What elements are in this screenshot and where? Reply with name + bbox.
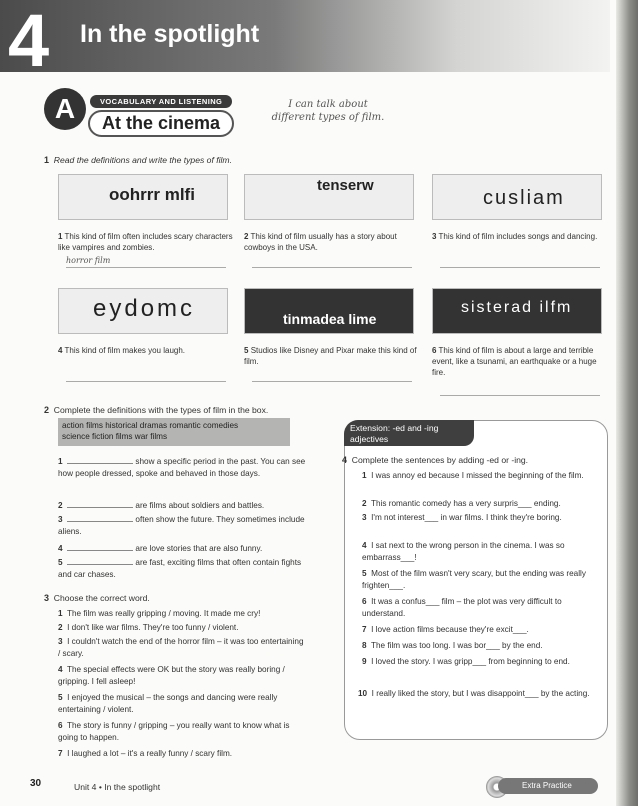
ex1-item-5: 5 Studios like Disney and Pixar make this kind of film. [244, 346, 417, 366]
ex4-item-8[interactable]: 8 The film was too long. I was bor___ by the end. [362, 641, 543, 650]
ex2-heading: 2 Complete the definitions with the types of film in the box. [44, 405, 269, 415]
answer-line[interactable] [252, 381, 412, 382]
ex2-item-2: 2 are films about soldiers and battles. [58, 501, 265, 510]
ex3-item-2[interactable]: 2 I don't like war films. They're too funny / violent. [58, 623, 239, 632]
answer-line [66, 267, 226, 268]
ex4-item-7[interactable]: 7 I love action films because they're excit___. [362, 625, 529, 634]
ex4-heading: 4 Complete the sentences by adding -ed or -ing. [342, 455, 529, 465]
ex3-item-6[interactable]: 6 The story is funny / gripping – you really want to know what is going to happen. [58, 721, 290, 742]
ex3-item-7[interactable]: 7 I laughed a lot – it's a really funny / scary film. [58, 749, 233, 758]
film-picture-6: sisterad ilfm [432, 288, 602, 334]
ex3-heading: 3 Choose the correct word. [44, 593, 150, 603]
answer-line[interactable] [66, 381, 226, 382]
unit-title: In the spotlight [80, 20, 260, 48]
ex2-item-5: 5 are fast, exciting films that often contain fights and car chases. [58, 558, 302, 579]
ex1-item-6: 6 This kind of film is about a large and terrible event, like a tsunami, an earthquake or a huge fire. [432, 346, 597, 377]
film-picture-1: oohrrr mlfi [58, 174, 228, 220]
page-edge [616, 0, 638, 806]
answer-blank[interactable] [67, 463, 133, 464]
extra-practice-label[interactable]: Extra Practice [498, 778, 598, 794]
section-tag: VOCABULARY AND LISTENING [90, 95, 232, 108]
ex1-item-3: 3 This kind of film includes songs and dancing. [432, 232, 598, 241]
answer-blank[interactable] [67, 507, 133, 508]
ex4-item-4[interactable]: 4 I sat next to the wrong person in the cinema. I was so embarrass___! [362, 541, 565, 562]
ex4-item-5[interactable]: 5 Most of the film wasn't very scary, but the ending was really frighten___. [362, 569, 586, 590]
ex1-heading: 1 Read the definitions and write the types of film. [44, 155, 232, 165]
ex4-item-10[interactable]: 10 I really liked the story, but I was disappoint___ by the acting. [358, 689, 590, 698]
ex4-item-1[interactable]: 1 I was annoy ed because I missed the beginning of the film. [362, 471, 584, 480]
word-box: action films historical dramas romantic comedies science fiction films war films [58, 418, 290, 446]
film-picture-4: eydomc [58, 288, 228, 334]
answer-blank[interactable] [67, 550, 133, 551]
film-picture-2: tenserw [244, 174, 414, 220]
ex4-item-2[interactable]: 2 This romantic comedy has a very surpris___ ending. [362, 499, 561, 508]
unit-number: 4 [8, 0, 50, 82]
answer-blank[interactable] [67, 521, 133, 522]
page-number: 30 [30, 778, 42, 789]
ex3-item-1[interactable]: 1 The film was really gripping / moving. It made me cry! [58, 609, 261, 618]
ex1-answer-1[interactable]: horror film [66, 256, 111, 265]
ex1-item-2: 2 This kind of film usually has a story about cowboys in the USA. [244, 232, 397, 252]
ex2-item-3: 3 often show the future. They sometimes include aliens. [58, 515, 305, 536]
ex4-item-9[interactable]: 9 I loved the story. I was gripp___ from beginning to end. [362, 657, 570, 666]
extension-heading: Extension: -ed and -ing adjectives [344, 420, 474, 446]
section-title: At the cinema [88, 110, 234, 137]
footer-text: Unit 4 • In the spotlight [74, 782, 161, 792]
section-letter: A [44, 88, 86, 130]
ex1-item-1: 1 This kind of film often includes scary characters like vampires and zombies. [58, 232, 233, 252]
answer-line[interactable] [440, 395, 600, 396]
ex3-item-3[interactable]: 3 I couldn't watch the end of the horror film – it was too entertaining / scary. [58, 637, 304, 658]
ex3-item-4[interactable]: 4 The special effects were OK but the story was really boring / gripping. I fell asleep! [58, 665, 285, 686]
ex4-item-3[interactable]: 3 I'm not interest___ in war films. I think they're boring. [362, 513, 562, 522]
film-picture-3: cusliam [432, 174, 602, 220]
answer-line[interactable] [252, 267, 412, 268]
ex2-item-4: 4 are love stories that are also funny. [58, 544, 263, 553]
film-picture-5: tinmadea lime [244, 288, 414, 334]
answer-line[interactable] [440, 267, 600, 268]
answer-blank[interactable] [67, 564, 133, 565]
ex3-item-5[interactable]: 5 I enjoyed the musical – the songs and dancing were really entertaining / violent. [58, 693, 278, 714]
ex4-item-6[interactable]: 6 It was a confus___ film – the plot was very difficult to understand. [362, 597, 562, 618]
learning-objective: I can talk about different types of film. [271, 99, 385, 123]
ex1-item-4: 4 This kind of film makes you laugh. [58, 346, 186, 355]
ex2-item-1: 1 show a specific period in the past. You can see how people dressed, spoke and behaved in those days. [58, 457, 306, 478]
